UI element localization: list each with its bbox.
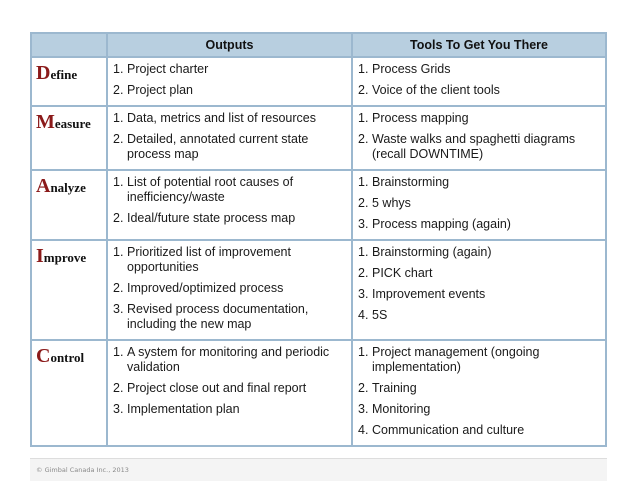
phase-initial: A	[36, 175, 51, 197]
table-row	[31, 106, 606, 170]
list-item	[358, 381, 600, 396]
list-number: 3.	[358, 402, 369, 416]
tools-cell	[352, 106, 606, 170]
list-item	[113, 111, 346, 126]
list-text: Process mapping (again)	[372, 217, 511, 231]
list-number: 2.	[113, 381, 124, 395]
list-item	[358, 287, 600, 302]
list-text: A system for monitoring and periodic validation	[127, 345, 330, 374]
list-text: 5 whys	[372, 196, 411, 210]
list-item	[113, 345, 346, 375]
phase-rest: mprove	[43, 250, 87, 265]
outputs-cell	[107, 340, 352, 446]
list-text: Voice of the client tools	[372, 83, 500, 97]
phase-rest: nalyze	[50, 180, 86, 195]
list-item	[358, 196, 600, 211]
outputs-list	[109, 59, 350, 104]
list-number: 3.	[113, 402, 124, 416]
list-number: 2.	[358, 132, 369, 146]
list-item	[113, 402, 346, 417]
tools-list	[354, 172, 604, 238]
outputs-cell	[107, 57, 352, 106]
phase-rest: efine	[50, 67, 78, 82]
list-number: 1.	[113, 245, 124, 259]
list-item	[113, 62, 346, 77]
list-text: Project plan	[127, 83, 194, 97]
list-item	[113, 83, 346, 98]
header-outputs: Outputs	[107, 33, 352, 57]
table-row	[31, 57, 606, 106]
outputs-list	[109, 108, 350, 168]
list-item	[358, 266, 600, 281]
header-phase	[31, 33, 107, 57]
list-item	[358, 132, 600, 162]
phase-initial: M	[36, 111, 55, 133]
dmaic-table	[30, 32, 607, 447]
list-item	[358, 245, 600, 260]
list-text: Waste walks and spaghetti diagrams (recall DOWNTIME)	[372, 132, 576, 161]
header-row	[31, 33, 606, 57]
tools-cell	[352, 240, 606, 340]
list-item	[358, 111, 600, 126]
tools-list	[354, 59, 604, 104]
list-number: 1.	[358, 62, 369, 76]
list-number: 2.	[358, 196, 369, 210]
outputs-cell	[107, 106, 352, 170]
list-item	[113, 211, 346, 226]
list-item	[113, 302, 346, 332]
list-item	[358, 423, 600, 438]
list-item	[113, 281, 346, 296]
list-text: PICK chart	[372, 266, 433, 280]
list-number: 2.	[113, 281, 124, 295]
phase-initial: C	[36, 345, 51, 367]
list-text: List of potential root causes of inefficiency/waste	[127, 175, 294, 204]
outputs-cell	[107, 170, 352, 240]
list-item	[358, 402, 600, 417]
phase-cell	[31, 340, 107, 446]
outputs-cell	[107, 240, 352, 340]
list-number: 4.	[358, 423, 369, 437]
phase-initial: D	[36, 62, 51, 84]
list-text: Monitoring	[372, 402, 431, 416]
list-text: 5S	[372, 308, 388, 322]
list-item	[358, 175, 600, 190]
list-item	[113, 381, 346, 396]
list-text: Process mapping	[372, 111, 469, 125]
outputs-list	[109, 172, 350, 232]
list-item	[358, 345, 600, 375]
list-text: Improvement events	[372, 287, 486, 301]
list-item	[113, 132, 346, 162]
list-text: Implementation plan	[127, 402, 240, 416]
list-text: Project close out and final report	[127, 381, 307, 395]
phase-rest: easure	[54, 116, 91, 131]
list-text: Communication and culture	[372, 423, 525, 437]
list-item	[358, 217, 600, 232]
list-number: 3.	[358, 217, 369, 231]
table-row	[31, 340, 606, 446]
list-item	[113, 245, 346, 275]
list-number: 3.	[358, 287, 369, 301]
footer-copyright: © Gimbal Canada Inc., 2013	[36, 466, 129, 474]
list-number: 2.	[113, 211, 124, 225]
tools-cell	[352, 170, 606, 240]
list-number: 1.	[113, 345, 124, 359]
list-item	[358, 83, 600, 98]
list-number: 2.	[358, 83, 369, 97]
list-number: 1.	[358, 345, 369, 359]
list-text: Process Grids	[372, 62, 451, 76]
tools-cell	[352, 57, 606, 106]
tools-cell	[352, 340, 606, 446]
phase-cell	[31, 170, 107, 240]
list-text: Revised process documentation, including the new map	[127, 302, 309, 331]
phase-cell	[31, 240, 107, 340]
list-item	[113, 175, 346, 205]
list-number: 1.	[113, 62, 124, 76]
table-row	[31, 170, 606, 240]
list-text: Project management (ongoing implementation)	[372, 345, 540, 374]
list-item	[358, 62, 600, 77]
list-text: Training	[372, 381, 417, 395]
table-row	[31, 240, 606, 340]
tools-list	[354, 242, 604, 329]
list-number: 1.	[358, 175, 369, 189]
list-text: Ideal/future state process map	[127, 211, 296, 225]
outputs-list	[109, 342, 350, 423]
phase-initial: I	[36, 245, 44, 267]
list-number: 1.	[113, 175, 124, 189]
list-text: Brainstorming	[372, 175, 450, 189]
list-number: 1.	[113, 111, 124, 125]
list-number: 2.	[358, 381, 369, 395]
list-text: Improved/optimized process	[127, 281, 284, 295]
header-tools: Tools To Get You There	[352, 33, 606, 57]
phase-cell	[31, 106, 107, 170]
list-text: Brainstorming (again)	[372, 245, 492, 259]
phase-rest: ontrol	[50, 350, 85, 365]
list-number: 1.	[358, 245, 369, 259]
phase-cell	[31, 57, 107, 106]
list-number: 4.	[358, 308, 369, 322]
list-number: 2.	[358, 266, 369, 280]
tools-list	[354, 108, 604, 168]
list-text: Detailed, annotated current state process map	[127, 132, 309, 161]
list-item	[358, 308, 600, 323]
list-number: 2.	[113, 83, 124, 97]
list-number: 2.	[113, 132, 124, 146]
list-number: 1.	[358, 111, 369, 125]
list-text: Project charter	[127, 62, 209, 76]
tools-list	[354, 342, 604, 444]
list-number: 3.	[113, 302, 124, 316]
list-text: Data, metrics and list of resources	[127, 111, 316, 125]
list-text: Prioritized list of improvement opportunities	[127, 245, 291, 274]
outputs-list	[109, 242, 350, 338]
